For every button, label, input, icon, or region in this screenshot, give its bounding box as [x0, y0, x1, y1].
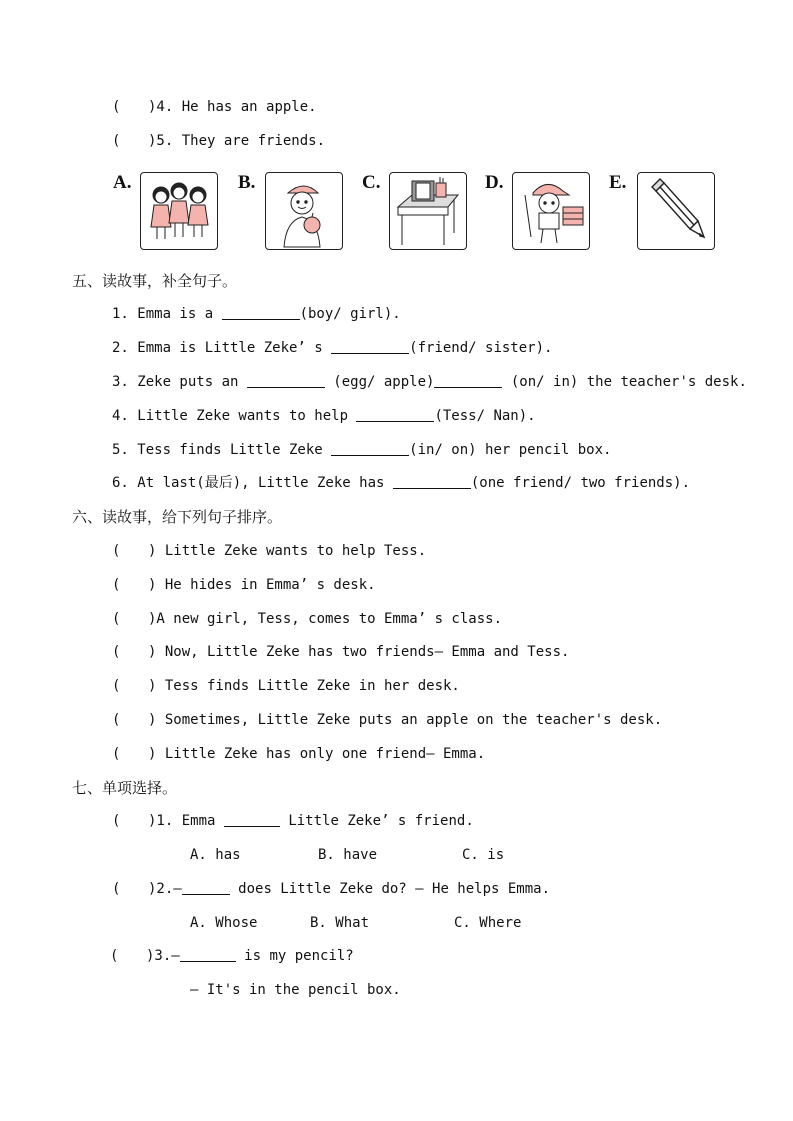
- order-sentence: ( ) Tess finds Little Zeke in her desk.: [112, 678, 460, 694]
- fill-sentence-2: 2. Emma is Little Zeke’ s (friend/ sister).: [112, 340, 553, 356]
- question-number: )4.: [148, 99, 174, 115]
- question-5: [112, 132, 325, 150]
- option-c[interactable]: C. is: [462, 847, 505, 863]
- picture-label-b: B.: [238, 172, 256, 193]
- choice-question-1: ( )1. Emma Little Zeke’ s friend.: [112, 813, 474, 829]
- choice-question-3: ( )3.— is my pencil?: [110, 948, 354, 964]
- fill-sentence-4: 4. Little Zeke wants to help (Tess/ Nan).: [112, 408, 536, 424]
- answer-blank[interactable]: [331, 441, 409, 456]
- answer-paren[interactable]: (: [112, 678, 121, 694]
- answer-blank[interactable]: [224, 812, 280, 827]
- answer-blank[interactable]: [331, 339, 409, 354]
- picture-label-d: D.: [485, 172, 504, 193]
- answer-paren[interactable]: (: [112, 644, 121, 660]
- picture-label-a: A.: [113, 172, 132, 193]
- order-sentence: ( ) Sometimes, Little Zeke puts an apple on the teacher's desk.: [112, 712, 663, 728]
- fill-sentence-5: 5. Tess finds Little Zeke (in/ on) her pencil box.: [112, 442, 612, 458]
- order-sentence: ( ) Little Zeke wants to help Tess.: [112, 543, 427, 559]
- desk-with-books-icon: [389, 172, 467, 250]
- choice-question-2: ( )2.— does Little Zeke do? — He helps Emma.: [112, 881, 551, 897]
- order-sentence: ( ) Now, Little Zeke has two friends— Emma and Tess.: [112, 644, 570, 660]
- order-sentence: ( )A new girl, Tess, comes to Emma’ s class.: [112, 611, 503, 627]
- answer-paren[interactable]: (: [112, 746, 121, 762]
- order-sentence: ( ) Little Zeke has only one friend— Emma.: [112, 746, 486, 762]
- answer-blank[interactable]: [356, 407, 434, 422]
- picture-label-e: E.: [609, 172, 627, 193]
- answer-paren[interactable]: (: [112, 543, 121, 559]
- answer-paren[interactable]: (: [112, 881, 121, 897]
- question-text: They are friends.: [181, 133, 326, 149]
- section-5-title: 五、读故事，补全句子。: [72, 272, 238, 290]
- pencil-icon: [637, 172, 715, 250]
- option-b[interactable]: B. What: [310, 915, 370, 931]
- three-girls-icon: [140, 172, 218, 250]
- answer-blank[interactable]: [247, 373, 325, 388]
- option-c[interactable]: C. Where: [454, 915, 522, 931]
- answer-paren[interactable]: (: [112, 712, 121, 728]
- order-sentence: ( ) He hides in Emma’ s desk.: [112, 577, 376, 593]
- answer-blank[interactable]: [180, 947, 236, 962]
- answer-paren[interactable]: (: [112, 577, 121, 593]
- answer-paren[interactable]: (: [110, 948, 119, 964]
- option-b[interactable]: B. have: [318, 847, 378, 863]
- section-7-title: 七、单项选择。: [72, 779, 178, 797]
- answer-blank[interactable]: [222, 305, 300, 320]
- question-number: )5.: [148, 133, 174, 149]
- option-a[interactable]: A. has: [190, 847, 241, 863]
- dialogue-answer: — It's in the pencil box.: [190, 982, 401, 998]
- answer-blank[interactable]: [182, 880, 230, 895]
- boy-with-apple-icon: [265, 172, 343, 250]
- question-text: He has an apple.: [181, 99, 317, 115]
- answer-blank[interactable]: [393, 474, 471, 489]
- question-4: [112, 98, 317, 116]
- fill-sentence-6: 6. At last(最后), Little Zeke has (one friend/ two friends).: [112, 475, 691, 491]
- fill-sentence-3: 3. Zeke puts an (egg/ apple) (on/ in) the teacher's desk.: [112, 374, 747, 390]
- answer-paren[interactable]: (: [112, 611, 121, 627]
- section-6-title: 六、读故事，给下列句子排序。: [72, 508, 283, 526]
- option-a[interactable]: A. Whose: [190, 915, 258, 931]
- picture-label-c: C.: [362, 172, 381, 193]
- boy-with-pencil-box-icon: [512, 172, 590, 250]
- fill-sentence-1: 1. Emma is a (boy/ girl).: [112, 306, 401, 322]
- answer-paren[interactable]: (: [112, 99, 121, 115]
- answer-paren[interactable]: (: [112, 813, 121, 829]
- answer-paren[interactable]: (: [112, 133, 121, 149]
- answer-blank[interactable]: [434, 373, 502, 388]
